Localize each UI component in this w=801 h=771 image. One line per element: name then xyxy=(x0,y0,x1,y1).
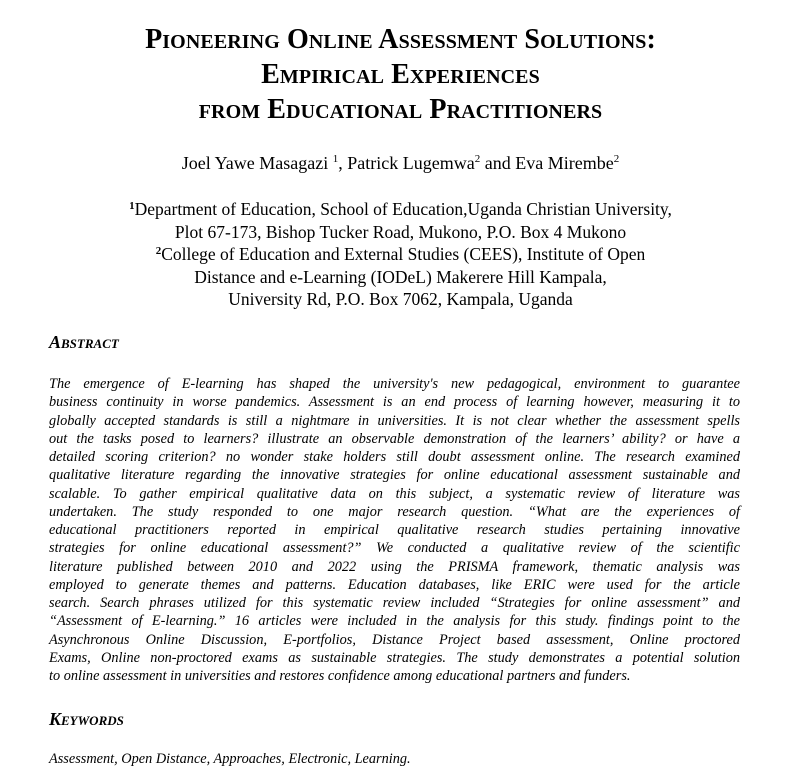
abstract-line: search. Search phrases utilized for this systematic review included “Strategies for online assessment” and xyxy=(49,595,740,611)
title-line-2: Empirical Experiences xyxy=(261,59,540,90)
author-separator: , xyxy=(338,153,348,173)
abstract-line: The emergence of E-learning has shaped the university's new pedagogical, environment to guarantee xyxy=(49,376,740,392)
author-2-name: Patrick Lugemwa xyxy=(347,153,475,173)
affiliation-2-mark: 2 xyxy=(155,245,162,258)
abstract-line: to online assessment in universities and restores confidence among educational partners and funders. xyxy=(49,668,631,684)
abstract-line: “Assessment of E-learning.” 16 articles were included in the analysis for this study. findings point to the xyxy=(49,613,740,630)
author-2-affiliation-mark: 2 xyxy=(474,153,481,165)
abstract-line: literature published between 2010 and 2022 using the PRISMA framework, thematic analysis was xyxy=(49,558,740,575)
abstract-line: Exams, Online non-proctored exams as sustainable strategies. The study demonstrates a potential solution xyxy=(49,649,740,666)
paper-title xyxy=(0,22,801,127)
abstract-line: out the tasks posed to learners? illustrate an observable demonstration of the learners’ ability? or have a xyxy=(49,430,740,447)
abstract-body xyxy=(49,375,740,685)
author-3-name: Eva Mirembe xyxy=(515,153,614,173)
abstract-heading: Abstract xyxy=(49,332,119,352)
affiliation-1-mark: 1 xyxy=(129,200,135,212)
author-1-affiliation-mark: 1 xyxy=(332,153,339,165)
keywords-heading: Keywords xyxy=(49,709,124,729)
title-line-3: from Educational Practitioners xyxy=(198,94,603,125)
affiliation-2-line-1: $^2$College of Education and External Studies (CEES), Institute of Open xyxy=(155,244,646,265)
abstract-line: strategies for online educational assessment?” We conducted a qualitative review of the scientific xyxy=(49,540,740,557)
affiliation-2-line-2: Distance and e-Learning (IODeL) Makerere Hill Kampala, xyxy=(194,266,607,287)
abstract-line: business continuity in worse pandemics. Assessment is an end process of learning however, measuring it to xyxy=(49,394,740,411)
author-list xyxy=(0,151,801,175)
title-line-1: Pioneering Online Assessment Solutions: xyxy=(145,24,656,55)
affiliation-2-line-3: University Rd, P.O. Box 7062, Kampala, Uganda xyxy=(228,289,573,310)
abstract-line: undertaken. The study responded to one major research question. “What are the experiences of xyxy=(49,503,740,520)
author-3-affiliation-mark: 2 xyxy=(613,153,620,165)
abstract-line: employed to generate themes and patterns. Education databases, like ERIC were used for the article xyxy=(49,576,740,593)
abstract-line: scalable. To gather empirical qualitative data on this subject, a systematic review of literature was xyxy=(49,485,740,502)
affiliations xyxy=(0,198,801,311)
affiliation-1-line-1: $^1$Department of Education, School of Education,Uganda Christian University, xyxy=(129,199,672,219)
affiliation-1-line-2: Plot 67-173, Bishop Tucker Road, Mukono, P.O. Box 4 Mukono xyxy=(174,221,627,242)
abstract-line: qualitative literature regarding the innovative strategies for online educational assessment sustainable and xyxy=(49,467,740,484)
abstract-line: Asynchronous Online Discussion, E-portfolios, Distance Project based assessment, Online proctored xyxy=(49,631,740,648)
author-separator: and xyxy=(480,153,516,173)
author-1-name: Joel Yawe Masagazi xyxy=(181,153,333,173)
keywords-list: Assessment, Open Distance, Approaches, Electronic, Learning. xyxy=(49,751,411,767)
abstract-line: educational practitioners reported in empirical qualitative research studies pertaining innovative xyxy=(49,522,740,538)
abstract-line: detailed scoring criterion? no wonder stake holders still doubt assessment online. The research examined xyxy=(49,449,740,465)
abstract-line: globally accepted standards is still a nightmare in universities. It is not clear whether the assessment spells xyxy=(49,412,740,429)
